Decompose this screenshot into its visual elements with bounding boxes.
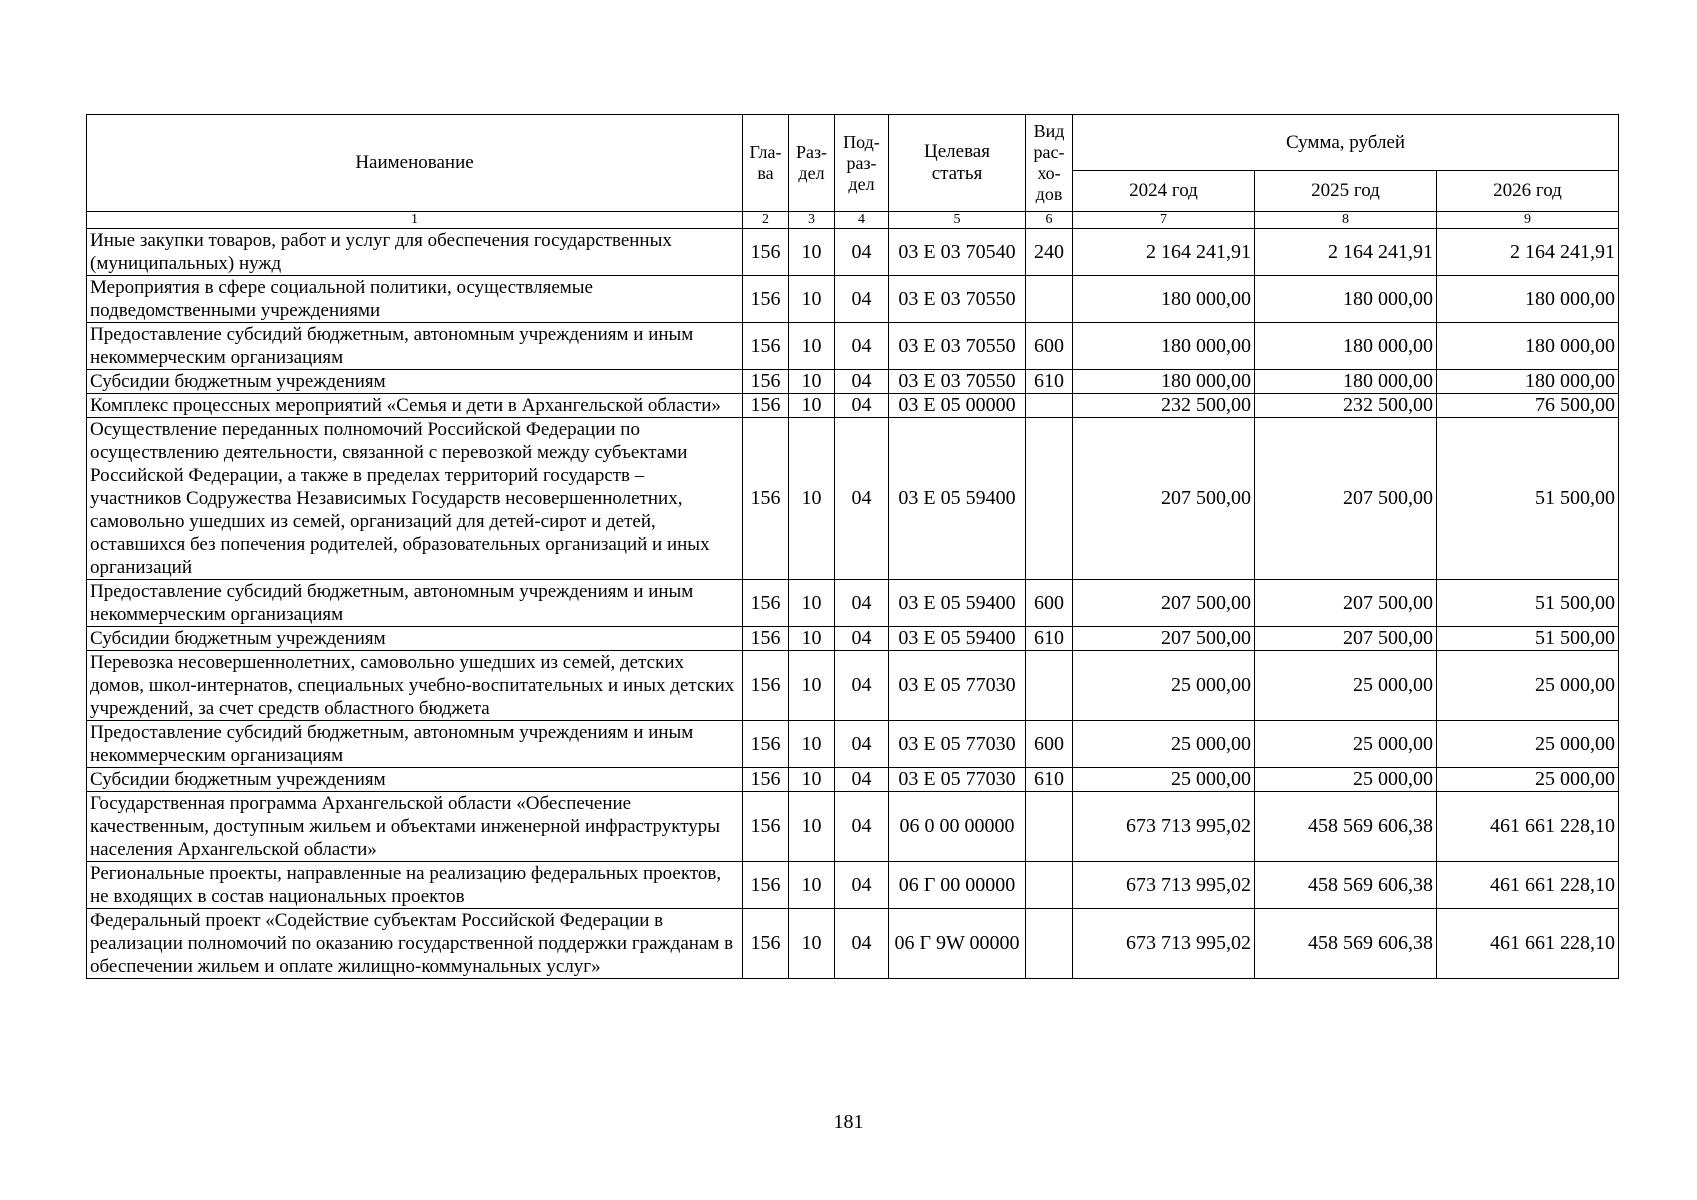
row-subsection: 04 — [835, 651, 889, 721]
table-row — [87, 229, 1619, 276]
row-section: 10 — [789, 768, 835, 792]
row-amount-2026: 180 000,00 — [1437, 276, 1619, 323]
row-section: 10 — [789, 323, 835, 370]
row-chapter: 156 — [743, 768, 789, 792]
row-amount-2025: 458 569 606,38 — [1255, 862, 1437, 909]
row-amount-2024: 25 000,00 — [1073, 768, 1255, 792]
row-target-item: 06 Г 9W 00000 — [889, 909, 1026, 979]
header-target-item: Целевая статья — [889, 115, 1026, 212]
row-amount-2024: 673 713 995,02 — [1073, 862, 1255, 909]
row-target-item: 03 Е 05 59400 — [889, 627, 1026, 651]
table-row — [87, 276, 1619, 323]
row-expense-type — [1026, 394, 1073, 418]
row-target-item: 03 Е 05 59400 — [889, 580, 1026, 627]
row-expense-type: 610 — [1026, 768, 1073, 792]
row-expense-type — [1026, 862, 1073, 909]
table-row — [87, 768, 1619, 792]
row-amount-2025: 180 000,00 — [1255, 323, 1437, 370]
row-name: Предоставление субсидий бюджетным, автономным учреждениям и иным некоммерческим организациям — [87, 721, 743, 768]
row-amount-2026: 51 500,00 — [1437, 627, 1619, 651]
row-amount-2026: 25 000,00 — [1437, 768, 1619, 792]
row-chapter: 156 — [743, 276, 789, 323]
row-subsection: 04 — [835, 627, 889, 651]
column-number: 9 — [1437, 212, 1619, 229]
row-amount-2024: 180 000,00 — [1073, 370, 1255, 394]
row-section: 10 — [789, 862, 835, 909]
row-amount-2025: 207 500,00 — [1255, 418, 1437, 580]
row-amount-2026: 461 661 228,10 — [1437, 909, 1619, 979]
row-section: 10 — [789, 627, 835, 651]
row-amount-2026: 2 164 241,91 — [1437, 229, 1619, 276]
row-subsection: 04 — [835, 418, 889, 580]
row-section: 10 — [789, 792, 835, 862]
row-subsection: 04 — [835, 276, 889, 323]
row-chapter: 156 — [743, 651, 789, 721]
row-amount-2026: 461 661 228,10 — [1437, 862, 1619, 909]
row-name: Иные закупки товаров, работ и услуг для обеспечения государственных (муниципальных) нужд — [87, 229, 743, 276]
column-number: 7 — [1073, 212, 1255, 229]
table-row — [87, 627, 1619, 651]
row-expense-type: 600 — [1026, 721, 1073, 768]
row-amount-2024: 2 164 241,91 — [1073, 229, 1255, 276]
row-amount-2025: 207 500,00 — [1255, 627, 1437, 651]
row-name: Субсидии бюджетным учреждениям — [87, 768, 743, 792]
row-expense-type — [1026, 909, 1073, 979]
row-chapter: 156 — [743, 862, 789, 909]
row-amount-2024: 673 713 995,02 — [1073, 792, 1255, 862]
row-expense-type: 610 — [1026, 627, 1073, 651]
header-year-2025: 2025 год — [1255, 171, 1437, 212]
row-expense-type — [1026, 418, 1073, 580]
row-target-item: 03 Е 03 70540 — [889, 229, 1026, 276]
header-sum: Сумма, рублей — [1073, 115, 1619, 171]
row-name: Мероприятия в сфере социальной политики, осуществляемые подведомственными учреждениями — [87, 276, 743, 323]
header-year-2024: 2024 год — [1073, 171, 1255, 212]
table-row — [87, 862, 1619, 909]
row-name: Осуществление переданных полномочий Российской Федерации по осуществлению деятельности, связанной с перевозкой между субъектами Российской Федерации, а также в пределах территорий государств – участников Содружества Независимых Государств несовершеннолетних, самовольно ушедших из семей, организаций для детей-сирот и детей, оставшихся без попечения родителей, образовательных организаций и иных организаций — [87, 418, 743, 580]
row-name: Государственная программа Архангельской области «Обеспечение качественным, доступным жильем и объектами инженерной инфраструктуры населения Архангельской области» — [87, 792, 743, 862]
row-amount-2026: 51 500,00 — [1437, 580, 1619, 627]
row-subsection: 04 — [835, 909, 889, 979]
row-chapter: 156 — [743, 909, 789, 979]
row-expense-type: 600 — [1026, 323, 1073, 370]
row-amount-2024: 207 500,00 — [1073, 627, 1255, 651]
row-target-item: 03 Е 05 59400 — [889, 418, 1026, 580]
page-number: 181 — [833, 1111, 864, 1133]
row-chapter: 156 — [743, 792, 789, 862]
row-amount-2025: 458 569 606,38 — [1255, 792, 1437, 862]
row-section: 10 — [789, 909, 835, 979]
header-name: Наименование — [87, 115, 743, 212]
row-amount-2025: 25 000,00 — [1255, 721, 1437, 768]
row-subsection: 04 — [835, 323, 889, 370]
row-amount-2026: 180 000,00 — [1437, 323, 1619, 370]
column-number: 6 — [1026, 212, 1073, 229]
row-subsection: 04 — [835, 768, 889, 792]
row-chapter: 156 — [743, 418, 789, 580]
table-row — [87, 370, 1619, 394]
row-expense-type: 600 — [1026, 580, 1073, 627]
row-section: 10 — [789, 651, 835, 721]
header-subsection: Под- раз- дел — [835, 115, 889, 212]
row-target-item: 03 Е 03 70550 — [889, 323, 1026, 370]
row-subsection: 04 — [835, 792, 889, 862]
row-amount-2024: 207 500,00 — [1073, 580, 1255, 627]
row-chapter: 156 — [743, 627, 789, 651]
table-row — [87, 323, 1619, 370]
row-target-item: 03 Е 05 77030 — [889, 768, 1026, 792]
row-name: Предоставление субсидий бюджетным, автономным учреждениям и иным некоммерческим организациям — [87, 323, 743, 370]
budget-table — [86, 114, 1619, 979]
row-chapter: 156 — [743, 229, 789, 276]
table-row — [87, 792, 1619, 862]
row-section: 10 — [789, 394, 835, 418]
row-target-item: 06 0 00 00000 — [889, 792, 1026, 862]
row-target-item: 03 Е 03 70550 — [889, 276, 1026, 323]
column-number: 8 — [1255, 212, 1437, 229]
row-subsection: 04 — [835, 580, 889, 627]
row-target-item: 06 Г 00 00000 — [889, 862, 1026, 909]
row-amount-2024: 180 000,00 — [1073, 323, 1255, 370]
row-target-item: 03 Е 05 77030 — [889, 721, 1026, 768]
row-amount-2024: 25 000,00 — [1073, 721, 1255, 768]
table-row — [87, 651, 1619, 721]
column-number: 1 — [87, 212, 743, 229]
row-amount-2026: 51 500,00 — [1437, 418, 1619, 580]
row-name: Региональные проекты, направленные на реализацию федеральных проектов, не входящих в состав национальных проектов — [87, 862, 743, 909]
row-amount-2025: 458 569 606,38 — [1255, 909, 1437, 979]
row-name: Федеральный проект «Содействие субъектам Российской Федерации в реализации полномочий по оказанию государственной поддержки гражданам в обеспечении жильем и оплате жилищно-коммунальных услуг» — [87, 909, 743, 979]
row-section: 10 — [789, 418, 835, 580]
row-amount-2025: 180 000,00 — [1255, 370, 1437, 394]
header-expense-type: Вид рас- хо- дов — [1026, 115, 1073, 212]
row-expense-type — [1026, 276, 1073, 323]
row-chapter: 156 — [743, 370, 789, 394]
row-section: 10 — [789, 370, 835, 394]
column-number: 4 — [835, 212, 889, 229]
row-amount-2026: 461 661 228,10 — [1437, 792, 1619, 862]
row-target-item: 03 Е 03 70550 — [889, 370, 1026, 394]
row-amount-2024: 232 500,00 — [1073, 394, 1255, 418]
row-chapter: 156 — [743, 394, 789, 418]
row-amount-2026: 25 000,00 — [1437, 721, 1619, 768]
row-section: 10 — [789, 721, 835, 768]
row-name: Субсидии бюджетным учреждениям — [87, 370, 743, 394]
row-name: Комплекс процессных мероприятий «Семья и дети в Архангельской области» — [87, 394, 743, 418]
row-amount-2025: 180 000,00 — [1255, 276, 1437, 323]
header-year-2026: 2026 год — [1437, 171, 1619, 212]
row-amount-2026: 76 500,00 — [1437, 394, 1619, 418]
row-expense-type — [1026, 792, 1073, 862]
table-row — [87, 909, 1619, 979]
column-number-row — [87, 212, 1619, 229]
row-expense-type: 240 — [1026, 229, 1073, 276]
column-number: 3 — [789, 212, 835, 229]
row-target-item: 03 Е 05 77030 — [889, 651, 1026, 721]
row-amount-2025: 207 500,00 — [1255, 580, 1437, 627]
row-subsection: 04 — [835, 394, 889, 418]
header-chapter: Гла- ва — [743, 115, 789, 212]
row-amount-2024: 207 500,00 — [1073, 418, 1255, 580]
row-chapter: 156 — [743, 721, 789, 768]
column-number: 5 — [889, 212, 1026, 229]
row-amount-2025: 25 000,00 — [1255, 768, 1437, 792]
row-chapter: 156 — [743, 323, 789, 370]
row-section: 10 — [789, 229, 835, 276]
row-amount-2025: 232 500,00 — [1255, 394, 1437, 418]
table-row — [87, 721, 1619, 768]
row-section: 10 — [789, 580, 835, 627]
row-amount-2024: 180 000,00 — [1073, 276, 1255, 323]
row-name: Предоставление субсидий бюджетным, автономным учреждениям и иным некоммерческим организациям — [87, 580, 743, 627]
header-section: Раз- дел — [789, 115, 835, 212]
row-subsection: 04 — [835, 229, 889, 276]
row-expense-type — [1026, 651, 1073, 721]
table-row — [87, 394, 1619, 418]
row-chapter: 156 — [743, 580, 789, 627]
table-row — [87, 580, 1619, 627]
row-expense-type: 610 — [1026, 370, 1073, 394]
row-section: 10 — [789, 276, 835, 323]
row-amount-2024: 673 713 995,02 — [1073, 909, 1255, 979]
row-name: Перевозка несовершеннолетних, самовольно ушедших из семей, детских домов, школ-интернатов, специальных учебно-воспитательных и иных детских учреждений, за счет средств областного бюджета — [87, 651, 743, 721]
row-amount-2026: 25 000,00 — [1437, 651, 1619, 721]
table-row — [87, 418, 1619, 580]
row-name: Субсидии бюджетным учреждениям — [87, 627, 743, 651]
row-amount-2025: 25 000,00 — [1255, 651, 1437, 721]
row-amount-2026: 180 000,00 — [1437, 370, 1619, 394]
row-target-item: 03 Е 05 00000 — [889, 394, 1026, 418]
row-amount-2024: 25 000,00 — [1073, 651, 1255, 721]
column-number: 2 — [743, 212, 789, 229]
row-subsection: 04 — [835, 721, 889, 768]
row-amount-2025: 2 164 241,91 — [1255, 229, 1437, 276]
row-subsection: 04 — [835, 862, 889, 909]
row-subsection: 04 — [835, 370, 889, 394]
